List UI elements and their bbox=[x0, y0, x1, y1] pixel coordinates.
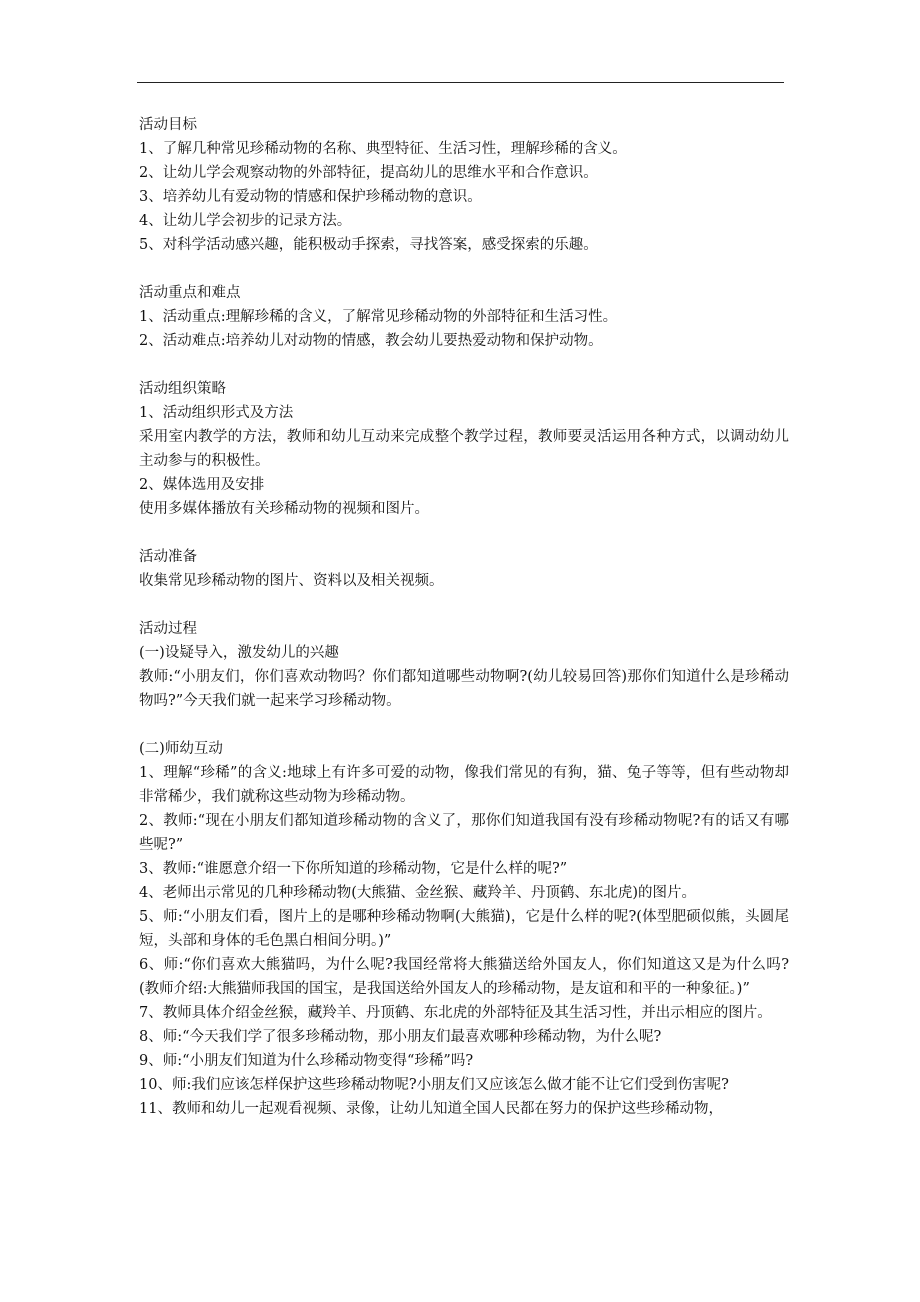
goal-item-5: 5、对科学活动感兴趣，能积极动手探索，寻找答案，感受探索的乐趣。 bbox=[139, 237, 598, 253]
process-step1-text: 教师:“小朋友们，你们喜欢动物吗？你们都知道哪些动物啊?(幼儿较易回答)那你们知道什么是珍稀动物吗?”今天我们就一起来学习珍稀动物。 bbox=[139, 669, 789, 709]
process-item-1: 1、理解“珍稀”的含义:地球上有许多可爱的动物，像我们常见的有狗，猫、兔子等等，但有些动物却非常稀少，我们就称这些动物为珍稀动物。 bbox=[139, 765, 789, 805]
goal-item-4: 4、让幼儿学会初步的记录方法。 bbox=[139, 213, 352, 229]
strategy-text-2: 使用多媒体播放有关珍稀动物的视频和图片。 bbox=[139, 501, 429, 517]
strategy-subheading-2: 2、媒体选用及安排 bbox=[139, 477, 265, 493]
section-heading-strategy: 活动组织策略 bbox=[139, 381, 226, 397]
process-item-7: 7、教师具体介绍金丝猴，藏羚羊、丹顶鹤、东北虎的外部特征及其生活习性，并出示相应的图片。 bbox=[139, 1005, 772, 1021]
process-step2-title: (二)师幼互动 bbox=[139, 741, 223, 757]
process-item-3: 3、教师:“谁愿意介绍一下你所知道的珍稀动物，它是什么样的呢?” bbox=[139, 861, 568, 877]
section-heading-prep: 活动准备 bbox=[139, 549, 197, 565]
section-heading-key-points: 活动重点和难点 bbox=[139, 285, 241, 301]
goal-item-2: 2、让幼儿学会观察动物的外部特征，提高幼儿的思维水平和合作意识。 bbox=[139, 165, 598, 181]
section-heading-goals: 活动目标 bbox=[139, 117, 197, 133]
key-point-item-2: 2、活动难点:培养幼儿对动物的情感，教会幼儿要热爱动物和保护动物。 bbox=[139, 333, 603, 349]
header-rule bbox=[137, 82, 784, 83]
key-point-item-1: 1、活动重点:理解珍稀的含义，了解常见珍稀动物的外部特征和生活习性。 bbox=[139, 309, 618, 325]
process-item-10: 10、师:我们应该怎样保护这些珍稀动物呢?小朋友们又应该怎么做才能不让它们受到伤害呢? bbox=[139, 1077, 729, 1093]
section-heading-process: 活动过程 bbox=[139, 621, 197, 637]
prep-text: 收集常见珍稀动物的图片、资料以及相关视频。 bbox=[139, 573, 444, 589]
goal-item-3: 3、培养幼儿有爱动物的情感和保护珍稀动物的意识。 bbox=[139, 189, 482, 205]
process-item-5: 5、师:“小朋友们看，图片上的是哪种珍稀动物啊(大熊猫)，它是什么样的呢?(体型肥硕似熊，头圆尾短，头部和身体的毛色黑白相间分明。)” bbox=[139, 909, 789, 949]
process-item-6: 6、师:“你们喜欢大熊猫吗，为什么呢?我国经常将大熊猫送给外国友人，你们知道这又是为什么吗?(教师介绍:大熊猫师我国的国宝，是我国送给外国友人的珍稀动物，是友谊和和平的一种象征。)” bbox=[139, 957, 789, 997]
process-item-11: 11、教师和幼儿一起观看视频、录像，让幼儿知道全国人民都在努力的保护这些珍稀动物， bbox=[139, 1101, 723, 1117]
process-item-8: 8、师:“今天我们学了很多珍稀动物，那小朋友们最喜欢哪种珍稀动物，为什么呢? bbox=[139, 1029, 662, 1045]
strategy-subheading-1: 1、活动组织形式及方法 bbox=[139, 405, 294, 421]
goal-item-1: 1、了解几种常见珍稀动物的名称、典型特征、生活习性，理解珍稀的含义。 bbox=[139, 141, 627, 157]
process-item-9: 9、师:“小朋友们知道为什么珍稀动物变得“珍稀”吗? bbox=[139, 1053, 474, 1069]
process-item-4: 4、老师出示常见的几种珍稀动物(大熊猫、金丝猴、藏羚羊、丹顶鹤、东北虎)的图片。 bbox=[139, 885, 697, 901]
process-step1-title: (一)设疑导入，激发幼儿的兴趣 bbox=[139, 645, 339, 661]
strategy-text-1: 采用室内教学的方法，教师和幼儿互动来完成整个教学过程，教师要灵活运用各种方式，以调动幼儿主动参与的积极性。 bbox=[139, 429, 789, 469]
document-body bbox=[139, 113, 789, 1121]
process-item-2: 2、教师:“现在小朋友们都知道珍稀动物的含义了，那你们知道我国有没有珍稀动物呢?有的话又有哪些呢?” bbox=[139, 813, 789, 853]
